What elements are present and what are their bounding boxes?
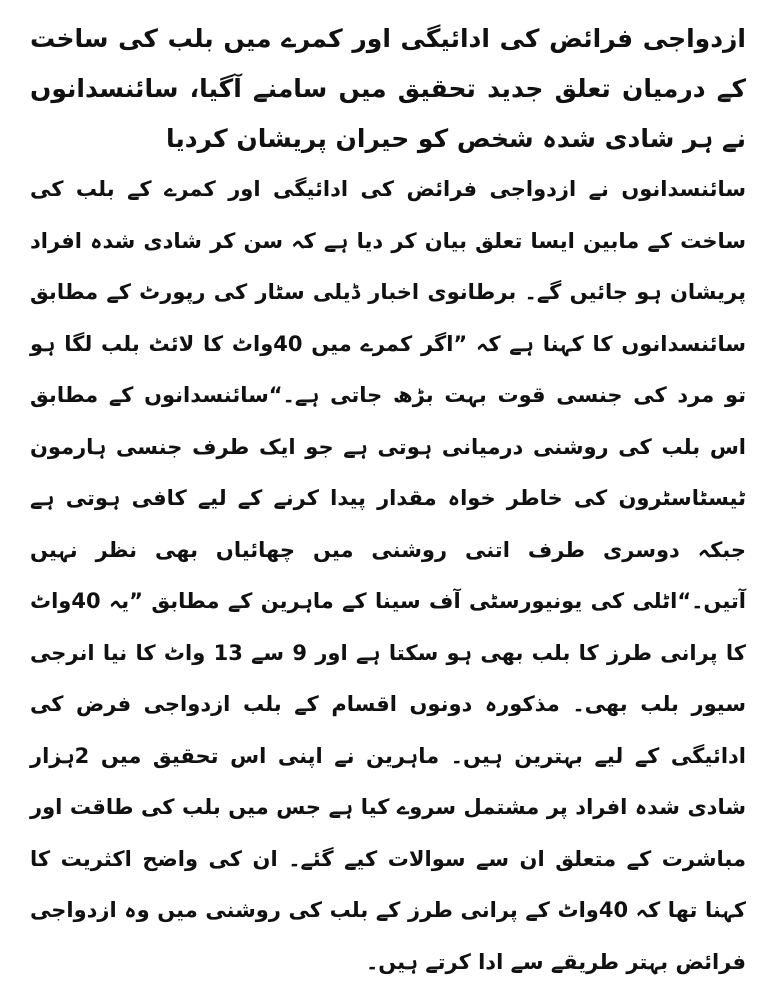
article-headline: ازدواجی فرائض کی ادائیگی اور کمرے میں بلب کی ساخت کے درمیان تعلق جدید تحقیق میں سامنے آگیا، سائنسدانوں نے ہر شادی شدہ شخص کو حیران پریشان کردیا: [30, 24, 746, 153]
article-body: سائنسدانوں نے ازدواجی فرائض کی ادائیگی اور کمرے کے بلب کی ساخت کے مابین ایسا تعلق بیان کر دیا ہے کہ سن کر شادی شدہ افراد پریشان ہو جائیں گے۔ برطانوی اخبار ڈیلی سٹار کی رپورٹ کے مطابق سائنسدانوں کا کہنا ہے کہ ”اگر کمرے میں 40واٹ کا لائٹ بلب لگا ہو تو مرد کی جنسی قوت بہت بڑھ جاتی ہے۔“سائنسدانوں کے مطابق اس بلب کی روشنی درمیانی ہوتی ہے جو ایک طرف جنسی ہارمون ٹیسٹاسٹرون کی خاطر خواہ مقدار پیدا کرنے کے لیے کافی ہوتی ہے جبکہ دوسری طرف اتنی روشنی میں چھائیاں بھی نظر نہیں آتیں۔“اٹلی کی یونیورسٹی آف سینا کے ماہرین کے مطابق ”یہ 40واٹ کا پرانی طرز کا بلب بھی ہو سکتا ہے اور 9 سے 13 واٹ کا نیا انرجی سیور بلب بھی۔ مذکورہ دونوں اقسام کے بلب ازدواجی فرض کی ادائیگی کے لیے بہترین ہیں۔ ماہرین نے اپنی اس تحقیق میں 2ہزار شادی شدہ افراد پر مشتمل سروے کیا ہے جس میں بلب کی طاقت اور مباشرت کے متعلق ان سے سوالات کیے گئے۔ ان کی واضح اکثریت کا کہنا تھا کہ 40واٹ کے پرانی طرز کے بلب کی روشنی میں وہ ازدواجی فرائض بہتر طریقے سے ادا کرتے ہیں۔: [30, 177, 746, 974]
